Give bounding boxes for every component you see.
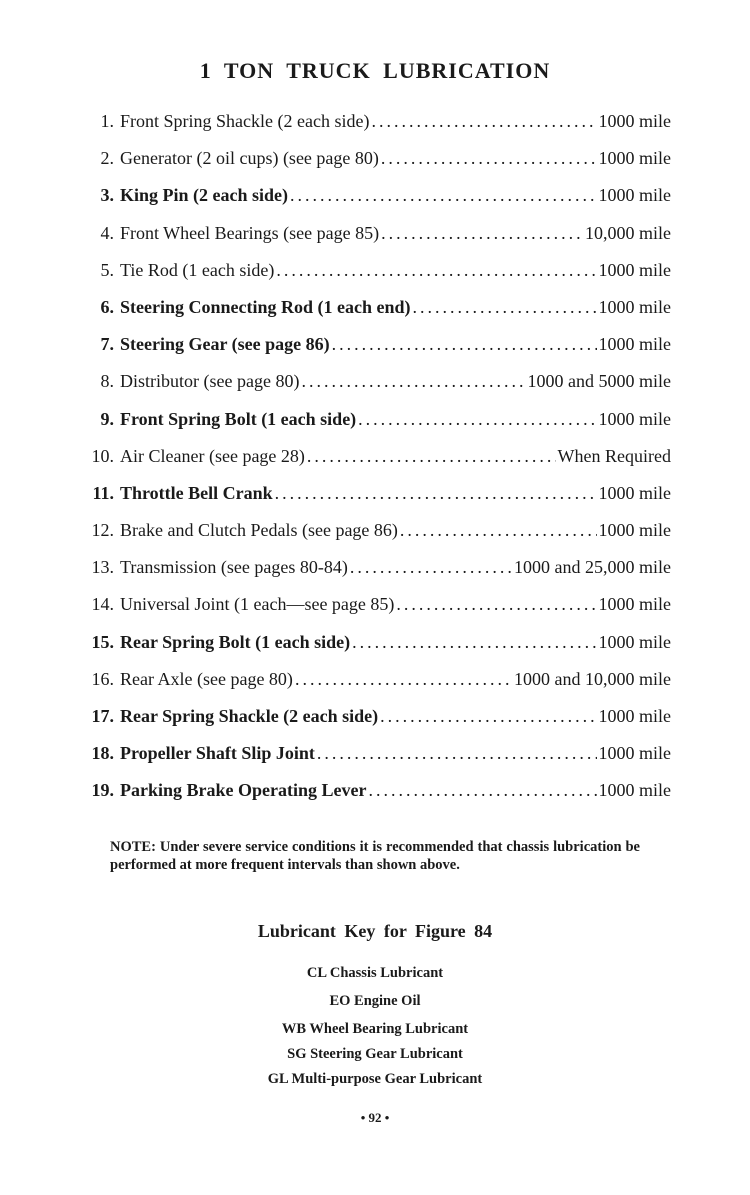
key-item-gl: GL Multi-purpose Gear Lubricant bbox=[267, 1071, 483, 1087]
dot-leader bbox=[290, 185, 596, 206]
lubrication-item bbox=[78, 409, 671, 446]
lubricant-key-list bbox=[0, 962, 750, 1093]
dot-leader bbox=[276, 260, 596, 281]
item-number: 2. bbox=[100, 148, 114, 169]
item-interval: 1000 mile bbox=[598, 520, 671, 541]
key-item-eo: EO Engine Oil bbox=[329, 993, 421, 1009]
lubrication-item bbox=[78, 148, 671, 185]
item-interval: 1000 and 10,000 mile bbox=[514, 668, 671, 689]
item-interval: 1000 mile bbox=[598, 780, 671, 801]
dot-leader bbox=[295, 669, 512, 690]
dot-leader bbox=[381, 148, 597, 169]
lubrication-item bbox=[78, 483, 671, 520]
item-number: 18. bbox=[91, 743, 114, 764]
dot-leader bbox=[358, 409, 596, 430]
item-number: 16. bbox=[91, 668, 114, 689]
lubrication-item bbox=[78, 334, 671, 371]
key-item-cl: CL Chassis Lubricant bbox=[306, 965, 444, 981]
lubrication-item bbox=[78, 743, 671, 780]
dot-leader bbox=[368, 780, 596, 801]
item-label: Rear Axle (see page 80) bbox=[120, 668, 293, 689]
lubrication-item bbox=[78, 223, 671, 260]
item-label: Air Cleaner (see page 28) bbox=[120, 445, 305, 466]
lubrication-item bbox=[78, 594, 671, 631]
item-number: 17. bbox=[91, 706, 114, 726]
dot-leader bbox=[380, 706, 596, 727]
lubrication-item bbox=[78, 520, 671, 557]
item-label: Brake and Clutch Pedals (see page 86) bbox=[120, 520, 398, 541]
lubrication-item bbox=[78, 260, 671, 297]
item-label: Rear Spring Bolt (1 each side) bbox=[120, 631, 351, 652]
lubrication-item bbox=[78, 111, 671, 148]
service-note: NOTE: Under severe service conditions it is recommended that chassis lubrication be performed at more frequent intervals than shown above. bbox=[110, 839, 640, 873]
lubrication-item bbox=[78, 371, 671, 408]
lubrication-item bbox=[78, 185, 671, 222]
item-label: Front Spring Bolt (1 each side) bbox=[120, 408, 357, 429]
item-number: 7. bbox=[100, 334, 114, 355]
lubrication-item bbox=[78, 780, 671, 817]
item-number: 19. bbox=[91, 780, 114, 801]
item-label: Steering Connecting Rod (1 each end) bbox=[120, 296, 411, 317]
lubrication-item bbox=[78, 297, 671, 334]
item-label: Parking Brake Operating Lever bbox=[120, 780, 367, 801]
item-interval: When Required bbox=[557, 445, 671, 466]
item-interval: 1000 mile bbox=[598, 334, 671, 355]
item-number: 11. bbox=[92, 482, 114, 503]
item-number: 12. bbox=[91, 520, 114, 541]
page-number: • 92 • bbox=[360, 1110, 390, 1125]
item-label: Front Spring Shackle (2 each side) bbox=[120, 111, 370, 131]
dot-leader bbox=[317, 743, 597, 764]
lubrication-item bbox=[78, 706, 671, 743]
item-interval: 1000 mile bbox=[598, 482, 671, 503]
item-interval: 1000 mile bbox=[598, 594, 671, 615]
dot-leader bbox=[301, 371, 525, 392]
item-interval: 1000 mile bbox=[598, 185, 671, 206]
item-label: Generator (2 oil cups) (see page 80) bbox=[120, 148, 379, 169]
item-label: Universal Joint (1 each—see page 85) bbox=[120, 594, 395, 615]
dot-leader bbox=[350, 557, 512, 578]
item-number: 6. bbox=[100, 296, 114, 317]
dot-leader bbox=[352, 632, 596, 653]
item-number: 4. bbox=[100, 222, 114, 243]
dot-leader bbox=[371, 111, 596, 132]
item-interval: 1000 mile bbox=[598, 408, 671, 429]
item-number: 15. bbox=[91, 631, 114, 652]
item-label: Tie Rod (1 each side) bbox=[120, 259, 275, 280]
item-interval: 1000 mile bbox=[598, 296, 671, 317]
item-number: 8. bbox=[100, 371, 114, 392]
item-label: Steering Gear (see page 86) bbox=[120, 334, 330, 355]
page-title: 1 TON TRUCK LUBRICATION bbox=[199, 58, 551, 83]
dot-leader bbox=[307, 446, 556, 467]
item-interval: 1000 mile bbox=[598, 706, 671, 726]
dot-leader bbox=[381, 223, 583, 244]
dot-leader bbox=[275, 483, 597, 504]
item-interval: 1000 mile bbox=[598, 111, 671, 131]
lubrication-item bbox=[78, 632, 671, 669]
item-interval: 1000 mile bbox=[598, 631, 671, 652]
item-label: Transmission (see pages 80-84) bbox=[120, 557, 348, 578]
item-label: King Pin (2 each side) bbox=[120, 185, 289, 206]
lubrication-item bbox=[78, 557, 671, 594]
dot-leader bbox=[400, 520, 597, 541]
item-number: 5. bbox=[100, 259, 114, 280]
item-interval: 1000 and 5000 mile bbox=[527, 371, 671, 392]
lubrication-item bbox=[78, 669, 671, 706]
item-interval: 1000 and 25,000 mile bbox=[514, 557, 671, 578]
item-interval: 1000 mile bbox=[598, 259, 671, 280]
key-item-wb: WB Wheel Bearing Lubricant bbox=[281, 1021, 469, 1037]
item-label: Throttle Bell Crank bbox=[120, 482, 273, 503]
item-label: Distributor (see page 80) bbox=[120, 371, 300, 392]
item-number: 3. bbox=[100, 185, 114, 206]
dot-leader bbox=[413, 297, 597, 318]
item-interval: 1000 mile bbox=[598, 743, 671, 764]
item-number: 14. bbox=[91, 594, 114, 615]
lubricant-key-title: Lubricant Key for Figure 84 bbox=[257, 921, 493, 941]
item-interval: 1000 mile bbox=[598, 148, 671, 169]
item-label: Propeller Shaft Slip Joint bbox=[120, 743, 315, 764]
item-label: Front Wheel Bearings (see page 85) bbox=[120, 222, 380, 243]
item-number: 10. bbox=[91, 445, 114, 466]
lubrication-list bbox=[78, 111, 671, 818]
dot-leader bbox=[332, 334, 597, 355]
lubrication-item bbox=[78, 446, 671, 483]
item-number: 13. bbox=[91, 557, 114, 578]
item-number: 1. bbox=[100, 111, 114, 131]
item-number: 9. bbox=[100, 408, 114, 429]
key-item-sg: SG Steering Gear Lubricant bbox=[287, 1046, 463, 1062]
item-label: Rear Spring Shackle (2 each side) bbox=[120, 706, 379, 726]
item-interval: 10,000 mile bbox=[585, 222, 671, 243]
dot-leader bbox=[396, 594, 596, 615]
